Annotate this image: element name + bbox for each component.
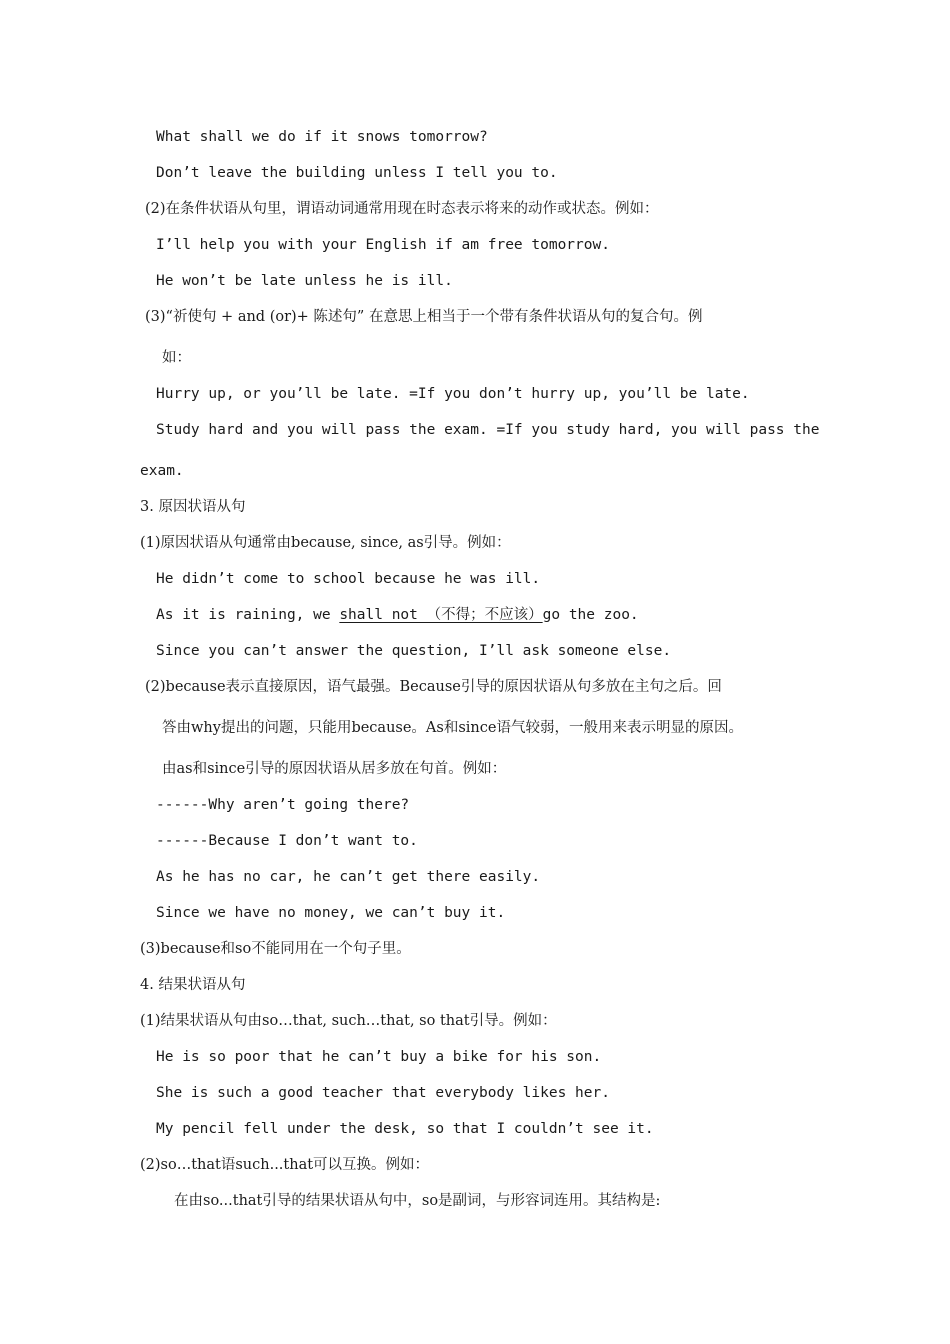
rule-paragraph-continued: 答由why提出的问题，只能用because。As和since语气较弱，一般用来表示明显的原因。 [162,720,743,736]
dialogue-line: ------Because I don’t want to. [156,833,418,849]
rule-paragraph-continued: 由as和since引导的原因状语从居多放在句首。例如： [162,761,507,777]
dialogue-line: ------Why aren’t going there? [156,797,410,813]
example-sentence: He is so poor that he can’t buy a bike for his son. [156,1049,602,1065]
example-sentence: What shall we do if it snows tomorrow? [156,129,488,145]
rule-paragraph: (1)原因状语从句通常由because, since, as引导。例如： [140,535,511,551]
example-sentence [156,605,639,625]
rule-paragraph: (1)结果状语从句由so…that, such…that, so that引导。例如： [140,1013,557,1029]
example-sentence: As he has no car, he can’t get there easily. [156,869,541,885]
example-sentence: Hurry up, or you’ll be late. =If you don’t hurry up, you’ll be late. [156,386,750,402]
rule-paragraph: (2)在条件状语从句里，谓语动词通常用现在时态表示将来的动作或状态。例如： [145,201,659,217]
rule-paragraph: (3)“祈使句 + and (or)+ 陈述句” 在意思上相当于一个带有条件状语从句的复合句。例 [145,309,703,325]
example-sentence: She is such a good teacher that everybody likes her. [156,1085,610,1101]
example-sentence: Don’t leave the building unless I tell you to. [156,165,558,181]
rule-paragraph: (2)so…that语such...that可以互换。例如： [140,1157,430,1173]
example-sentence: Since we have no money, we can’t buy it. [156,905,506,921]
example-sentence: He didn’t come to school because he was ill. [156,571,541,587]
example-text: As it is raining, we [156,607,340,623]
example-sentence: He won’t be late unless he is ill. [156,273,453,289]
example-text: go the zoo. [542,607,639,623]
example-sentence-continued: exam. [140,463,184,479]
example-sentence: I’ll help you with your English if am free tomorrow. [156,237,610,253]
rule-paragraph: (3)because和so不能同用在一个句子里。 [140,941,411,957]
section-heading: 3. 原因状语从句 [140,499,246,515]
underlined-phrase: shall not （不得；不应该） [339,607,543,623]
section-heading: 4. 结果状语从句 [140,977,246,993]
rule-paragraph: 在由so...that引导的结果状语从句中，so是副词，与形容词连用。其结构是: [174,1193,661,1209]
example-sentence: Study hard and you will pass the exam. =If you study hard, you will pass the [156,422,820,438]
rule-paragraph: (2)because表示直接原因，语气最强。Because引导的原因状语从句多放在主句之后。回 [145,679,722,695]
rule-paragraph-continued: 如： [162,350,191,366]
example-sentence: My pencil fell under the desk, so that I couldn’t see it. [156,1121,654,1137]
example-sentence: Since you can’t answer the question, I’ll ask someone else. [156,643,672,659]
